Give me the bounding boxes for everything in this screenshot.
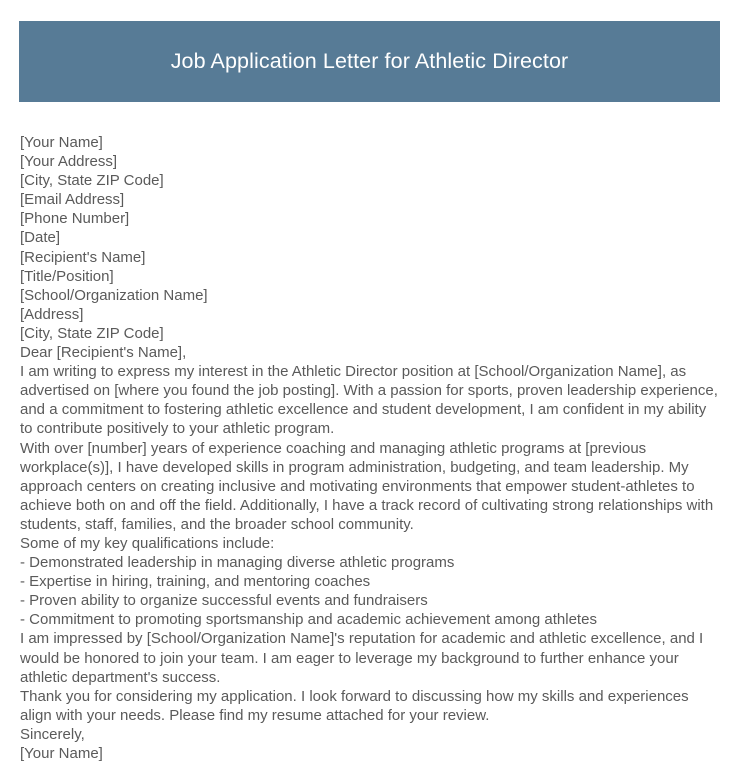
qualification-item: - Commitment to promoting sportsmanship and academic achievement among athletes <box>20 611 597 629</box>
body-paragraph-3: I am impressed by [School/Organization Name]'s reputation for academic and athletic excellence, and I would be honored to join your team. I am eager to leverage my background to further enhance your athletic department's success. <box>20 630 704 686</box>
recipient-city-state-zip-line: [City, State ZIP Code] <box>20 324 164 342</box>
recipient-address-line: [Address] <box>20 305 84 323</box>
closing-line: Sincerely, <box>20 725 85 743</box>
body-paragraph-4: Thank you for considering my application. I look forward to discussing how my skills and experiences align with your needs. Please find my resume attached for your review. <box>20 687 689 724</box>
sender-city-state-zip-line: [City, State ZIP Code] <box>20 172 164 190</box>
salutation-line: Dear [Recipient's Name], <box>20 344 187 362</box>
qualification-item: - Proven ability to organize successful events and fundraisers <box>20 592 428 610</box>
qualification-item: - Expertise in hiring, training, and mentoring coaches <box>20 573 371 591</box>
body-paragraph-2: With over [number] years of experience coaching and managing athletic programs at [previous workplace(s)], I have developed skills in program administration, budgeting, and team leadership. My approach centers on creating inclusive and motivating environments that empower student-athletes to achieve both on and off the field. Additionally, I have a track record of cultivating strong relationships with students, staff, families, and the broader school community. <box>20 439 714 533</box>
recipient-title-line: [Title/Position] <box>20 267 114 285</box>
qualification-item: - Demonstrated leadership in managing diverse athletic programs <box>20 554 455 572</box>
signature-line: [Your Name] <box>20 745 103 762</box>
sender-phone-line: [Phone Number] <box>20 210 130 228</box>
qualifications-intro-line: Some of my key qualifications include: <box>20 534 275 552</box>
letter-body <box>20 133 720 763</box>
sender-name-line: [Your Name] <box>20 134 103 151</box>
recipient-organization-line: [School/Organization Name] <box>20 286 208 304</box>
date-line: [Date] <box>20 229 61 247</box>
sender-email-line: [Email Address] <box>20 191 125 209</box>
sender-address-line: [Your Address] <box>20 153 118 171</box>
page-title: Job Application Letter for Athletic Director <box>170 48 569 73</box>
body-paragraph-1: I am writing to express my interest in the Athletic Director position at [School/Organization Name], as advertised on [where you found the job posting]. With a passion for sports, proven leadership experience, and a commitment to fostering athletic excellence and student development, I am confident in my ability to contribute positively to your athletic program. <box>20 363 718 438</box>
recipient-name-line: [Recipient's Name] <box>20 248 146 266</box>
document-header-banner <box>19 21 720 102</box>
